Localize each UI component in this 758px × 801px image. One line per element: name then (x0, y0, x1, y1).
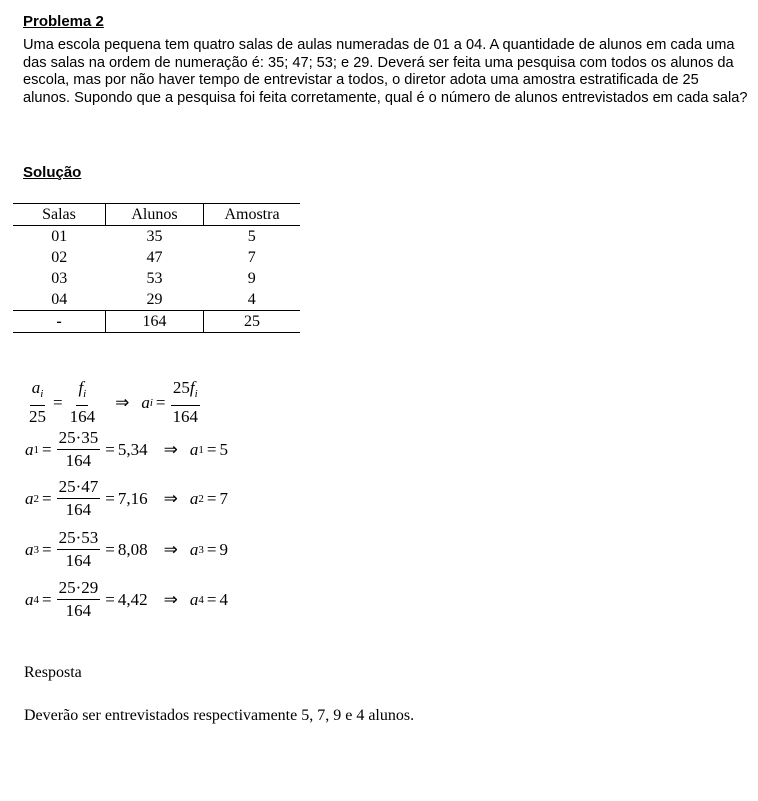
table-total-row (13, 311, 300, 333)
calc-rounded: 7 (219, 488, 228, 508)
total-label: - (13, 311, 106, 333)
formula-general (25, 378, 202, 427)
denominator-25: 25 (29, 407, 46, 426)
implies-arrow-icon: ⇒ (115, 392, 130, 412)
fraction-ai-25 (27, 378, 48, 427)
equals-sign: = (206, 439, 217, 459)
calc-a4 (25, 578, 228, 621)
calc-rounded: 4 (219, 589, 228, 609)
var-a: a (189, 589, 199, 609)
solution-title: Solução (23, 164, 82, 181)
coef-25: 25 (172, 378, 190, 397)
cell-sala: 01 (51, 227, 68, 245)
total-alunos: 164 (106, 311, 204, 333)
equals-sign: = (105, 539, 115, 559)
table-row (13, 268, 300, 289)
answer-title: Resposta (24, 664, 82, 681)
equals-sign: = (53, 392, 63, 412)
calc-numerator: 25·29 (57, 578, 101, 600)
answer-text: Deverão ser entrevistados respectivamente 5, 7, 9 e 4 alunos. (24, 707, 415, 724)
calc-fraction (57, 428, 101, 471)
implies-arrow-icon: ⇒ (163, 439, 178, 459)
cell-sala: 03 (51, 269, 68, 287)
calc-value: 4,42 (117, 589, 148, 609)
cell-alunos: 35 (146, 227, 163, 245)
var-a: a (25, 439, 34, 459)
implies-arrow-icon: ⇒ (163, 488, 178, 508)
problem-title: Problema 2 (23, 13, 104, 30)
cell-alunos: 29 (146, 290, 163, 308)
var-a: a (189, 488, 199, 508)
table-header-row (13, 204, 300, 226)
var-a: a (25, 589, 34, 609)
cell-sala: 02 (51, 248, 68, 266)
calc-denominator: 164 (65, 500, 92, 519)
sub-i: i (40, 388, 44, 400)
cell-alunos: 47 (146, 248, 163, 266)
sub-i: i (194, 388, 198, 400)
cell-amostra: 4 (247, 290, 256, 308)
equals-sign: = (105, 589, 115, 609)
calc-a1 (25, 428, 228, 471)
header-alunos: Alunos (106, 204, 204, 226)
equals-sign: = (105, 439, 115, 459)
var-a: a (25, 539, 34, 559)
var-f: f (78, 378, 84, 397)
cell-amostra: 7 (247, 248, 256, 266)
equals-sign: = (42, 488, 52, 508)
implies-arrow-icon: ⇒ (163, 539, 178, 559)
sample-table (13, 203, 300, 333)
calc-subscript: 3 (198, 543, 204, 556)
calc-denominator: 164 (65, 451, 92, 470)
total-amostra: 25 (204, 311, 301, 333)
var-a: a (189, 439, 199, 459)
calc-subscript: 1 (198, 443, 204, 456)
var-a: a (189, 539, 199, 559)
equals-sign: = (206, 589, 217, 609)
equals-sign: = (42, 539, 52, 559)
cell-alunos: 53 (146, 269, 163, 287)
denominator-164: 164 (172, 407, 198, 426)
calc-a3 (25, 528, 228, 571)
implies-arrow-icon: ⇒ (163, 589, 178, 609)
var-f: f (189, 378, 195, 397)
var-a: a (31, 378, 41, 397)
calc-subscript: 1 (33, 443, 39, 456)
cell-sala: 04 (51, 290, 68, 308)
calc-denominator: 164 (65, 601, 92, 620)
cell-amostra: 5 (247, 227, 256, 245)
equals-sign: = (206, 539, 217, 559)
calc-subscript: 2 (198, 492, 204, 505)
calc-numerator: 25·53 (57, 528, 101, 550)
calc-subscript: 2 (33, 492, 39, 505)
equals-sign: = (105, 488, 115, 508)
sub-i: i (83, 388, 87, 400)
fraction-25fi-164 (171, 378, 201, 427)
equals-sign: = (42, 439, 52, 459)
calc-numerator: 25·35 (57, 428, 101, 450)
table-row (13, 247, 300, 268)
calc-fraction (57, 528, 101, 571)
sub-i: i (149, 396, 153, 409)
calc-subscript: 4 (33, 593, 39, 606)
table-row (13, 226, 300, 248)
calc-denominator: 164 (65, 551, 92, 570)
calc-rounded: 9 (219, 539, 228, 559)
calc-value: 8,08 (117, 539, 148, 559)
calc-rounded: 5 (219, 439, 228, 459)
calc-a2 (25, 477, 228, 520)
calc-subscript: 3 (33, 543, 39, 556)
var-a: a (25, 488, 34, 508)
denominator-164: 164 (69, 407, 96, 426)
var-a: a (141, 392, 150, 412)
fraction-fi-164 (68, 378, 98, 427)
calc-numerator: 25·47 (57, 477, 101, 499)
calc-fraction (57, 477, 101, 520)
calc-fraction (57, 578, 101, 621)
table-row (13, 289, 300, 311)
equals-sign: = (42, 589, 52, 609)
calc-value: 5,34 (117, 439, 148, 459)
equals-sign: = (155, 392, 166, 412)
equals-sign: = (206, 488, 217, 508)
cell-amostra: 9 (247, 269, 256, 287)
problem-statement: Uma escola pequena tem quatro salas de aulas numeradas de 01 a 04. A quantidade de alunos em cada uma das salas na ordem de numeração é: 35; 47; 53; e 29. Deverá ser feita uma pesquisa com todos os alunos da escola, mas por não haver tempo de entrevistar a todos, o diretor adota uma amostra estratificada de 25 alunos. Supondo que a pesquisa foi feita corretamente, qual é o número de alunos entrevistados em cada sala? (23, 37, 748, 106)
calc-value: 7,16 (117, 488, 148, 508)
header-amostra: Amostra (204, 204, 301, 226)
calc-subscript: 4 (198, 593, 204, 606)
header-salas: Salas (13, 204, 106, 226)
